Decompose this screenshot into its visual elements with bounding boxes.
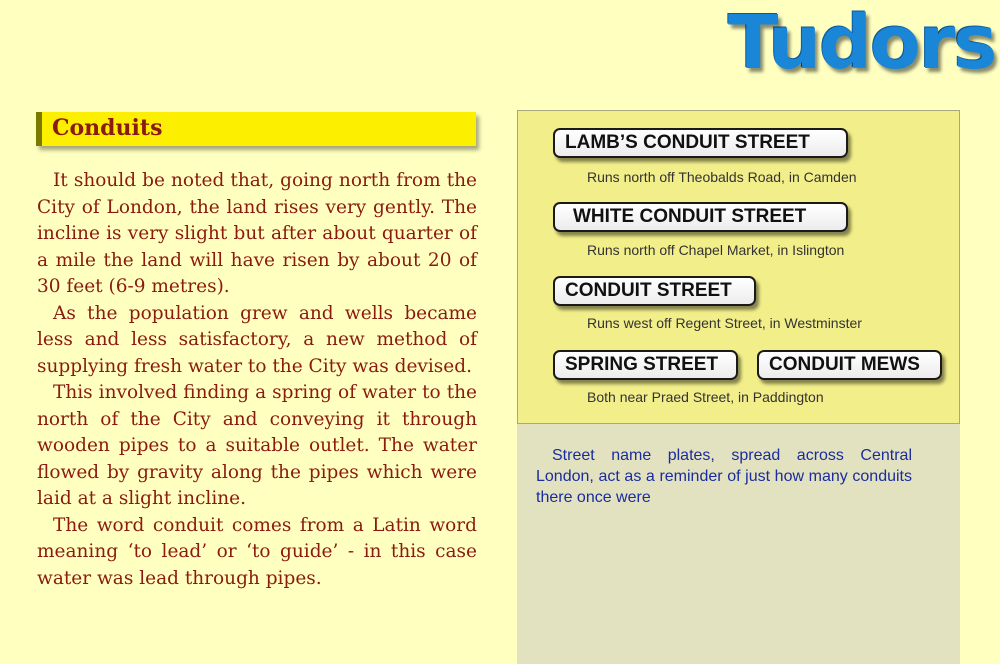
panel-caption <box>536 445 912 508</box>
street-plate-conduit-mews: CONDUIT MEWS <box>757 350 942 380</box>
street-plate-lambs-conduit-street: LAMB’S CONDUIT STREET <box>553 128 848 158</box>
body-paragraph: This involved finding a spring of water to the north of the City and conveying it through wooden pipes to a suitable outlet. The water flowed by gravity along the pipes which were laid at a slight incline. <box>37 382 477 509</box>
street-plate-caption: Runs north off Theobalds Road, in Camden <box>587 169 857 185</box>
section-heading: Conduits <box>52 115 163 141</box>
panel-caption-text: Street name plates, spread across Central London, act as a reminder of just how many conduits there once were <box>536 447 912 506</box>
street-plate-caption: Both near Praed Street, in Paddington <box>587 389 824 405</box>
body-paragraph: It should be noted that, going north from the City of London, the land rises very gently. The incline is very slight but after about quarter of a mile the land will have risen by about 20 of 30 feet (6-9 metres). <box>37 170 477 297</box>
street-plate-caption: Runs north off Chapel Market, in Islington <box>587 242 845 258</box>
street-plate-caption: Runs west off Regent Street, in Westminster <box>587 315 862 331</box>
street-plate-spring-street: SPRING STREET <box>553 350 738 380</box>
page-title: Tudors <box>728 0 996 86</box>
body-paragraph: As the population grew and wells became less and less satisfactory, a new method of supplying fresh water to the City was devised. <box>37 302 477 377</box>
body-paragraph: The word conduit comes from a Latin word meaning ‘to lead’ or ‘to guide’ - in this case water was lead through pipes. <box>37 514 477 589</box>
body-text <box>37 168 477 592</box>
street-plate-white-conduit-street: WHITE CONDUIT STREET <box>553 202 848 232</box>
street-plate-conduit-street: CONDUIT STREET <box>553 276 756 306</box>
